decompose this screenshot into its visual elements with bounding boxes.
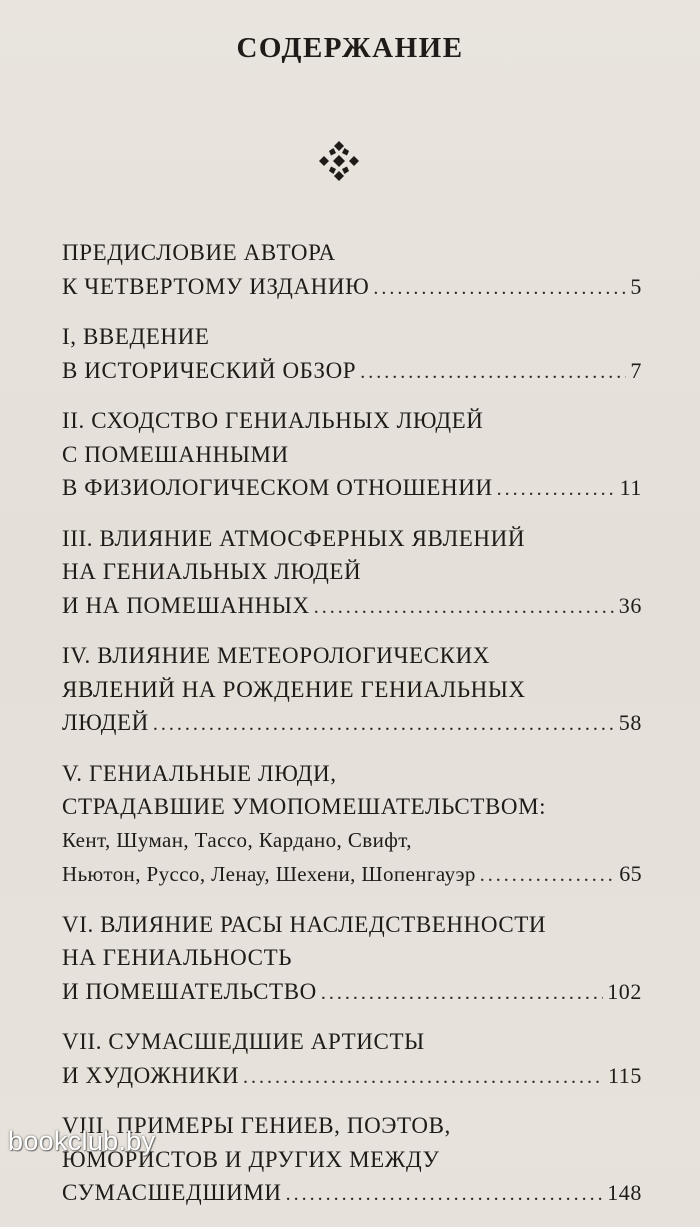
toc-entry-title-line: ЮМОРИСТОВ И ДРУГИХ МЕЖДУ: [62, 1146, 440, 1172]
toc-page-number: 148: [607, 1180, 642, 1205]
toc-entry-title-line: НА ГЕНИАЛЬНЫХ ЛЮДЕЙ: [62, 559, 362, 584]
toc-entry-last-line: [62, 1059, 642, 1095]
toc-entry[interactable]: [62, 404, 642, 507]
toc-entry-title-line: СТРАДАВШИЕ УМОПОМЕШАТЕЛЬСТВОМ:: [62, 794, 547, 819]
toc-entry-last-line: [62, 270, 642, 306]
dot-leader: [360, 356, 626, 390]
dot-leader: [314, 591, 615, 625]
dot-leader: [286, 1178, 604, 1212]
toc-entry-title-line: Ньютон, Руссо, Ленау, Шехени, Шопенгауэр: [62, 862, 476, 886]
page-title: СОДЕРЖАНИЕ: [236, 32, 464, 64]
toc-entry[interactable]: [62, 908, 642, 1011]
toc-page-number: 36: [618, 592, 642, 618]
toc-entry-title-line: ЯВЛЕНИЙ НА РОЖДЕНИЕ ГЕНИАЛЬНЫХ: [62, 676, 526, 702]
toc-entry-last-line: [62, 471, 642, 507]
toc-entry-last-line: [62, 354, 642, 390]
toc-entry[interactable]: [62, 522, 642, 625]
toc-page-number: 65: [619, 861, 642, 886]
dot-leader: [243, 1061, 604, 1095]
dot-leader: [373, 272, 626, 306]
toc-entry[interactable]: [62, 320, 642, 389]
toc-entry-last-line: [62, 1176, 642, 1212]
toc-entry-title-line: К ЧЕТВЕРТОМУ ИЗДАНИЮ: [62, 273, 370, 299]
toc-entry[interactable]: [62, 757, 642, 893]
toc-page-number: 5: [630, 273, 642, 299]
dot-leader: [497, 473, 616, 507]
toc-page-number: 7: [630, 357, 642, 383]
dot-leader: [480, 859, 615, 893]
toc-entry-title-line: I, ВВЕДЕНИЕ: [62, 324, 210, 349]
toc-entry[interactable]: [62, 1025, 642, 1094]
toc-entry-last-line: [62, 706, 642, 742]
toc-entry-title-line: III. ВЛИЯНИЕ АТМОСФЕРНЫХ ЯВЛЕНИЙ: [62, 525, 526, 551]
toc-entry-title-line: И ПОМЕШАТЕЛЬСТВО: [62, 978, 317, 1004]
watermark-logo: bookclub.by: [8, 1126, 156, 1156]
toc-page-number: 115: [608, 1062, 642, 1088]
toc-entry-title-line: II. СХОДСТВО ГЕНИАЛЬНЫХ ЛЮДЕЙ: [62, 408, 484, 433]
toc-entry-last-line: [62, 857, 642, 893]
toc-entry[interactable]: [62, 236, 642, 305]
toc-entry-names-line: Кент, Шуман, Тассо, Кардано, Свифт,: [62, 827, 412, 852]
toc-entry[interactable]: [62, 1109, 642, 1212]
toc-entry[interactable]: [62, 639, 642, 742]
dot-leader: [321, 977, 603, 1011]
toc-entry-title-line: В ИСТОРИЧЕСКИЙ ОБЗОР: [62, 357, 357, 383]
dot-leader: [153, 708, 615, 742]
toc-entry-title-line: ЛЮДЕЙ: [62, 710, 149, 735]
table-of-contents: [62, 236, 642, 1227]
toc-entry-title-line: VIII. ПРИМЕРЫ ГЕНИЕВ, ПОЭТОВ,: [62, 1113, 451, 1138]
toc-entry-title-line: С ПОМЕШАННЫМИ: [62, 441, 289, 467]
toc-entry-title-line: VI. ВЛИЯНИЕ РАСЫ НАСЛЕДСТВЕННОСТИ: [62, 911, 547, 937]
toc-entry-last-line: [62, 589, 642, 625]
toc-entry-title-line: V. ГЕНИАЛЬНЫЕ ЛЮДИ,: [62, 760, 337, 786]
toc-entry-title-line: НА ГЕНИАЛЬНОСТЬ: [62, 945, 293, 970]
toc-entry-last-line: [62, 975, 642, 1011]
toc-entry-title-line: ПРЕДИСЛОВИЕ АВТОРА: [62, 240, 336, 265]
toc-entry-title-line: И ХУДОЖНИКИ: [62, 1062, 240, 1088]
toc-page-number: 11: [619, 475, 642, 500]
toc-entry-title-line: И НА ПОМЕШАННЫХ: [62, 592, 310, 618]
toc-entry-title-line: VII. СУМАСШЕДШИЕ АРТИСТЫ: [62, 1029, 425, 1054]
toc-page-number: 58: [618, 710, 642, 735]
toc-entry-title-line: IV. ВЛИЯНИЕ МЕТЕОРОЛОГИЧЕСКИХ: [62, 643, 490, 668]
toc-entry-title-line: СУМАСШЕДШИМИ: [62, 1180, 282, 1205]
toc-page-number: 102: [607, 978, 642, 1004]
toc-entry-title-line: В ФИЗИОЛОГИЧЕСКОМ ОТНОШЕНИИ: [62, 475, 493, 500]
diamond-cluster-ornament-icon: [318, 140, 360, 182]
